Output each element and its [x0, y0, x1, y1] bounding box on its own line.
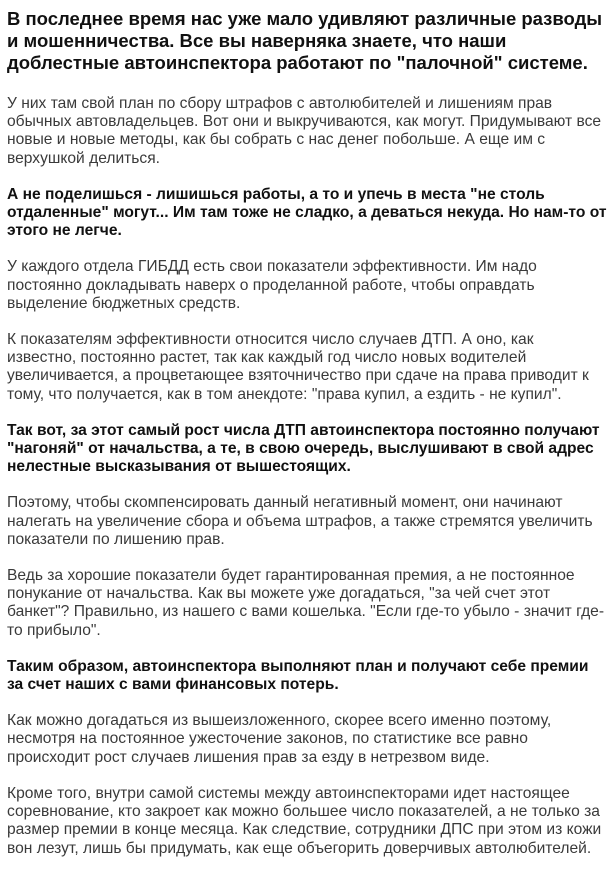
paragraph: У них там свой план по сбору штрафов с автолюбителей и лишениям прав обычных автовладельцев. Вот они и выкручиваются, как могут. Придумывают все новые и новые методы, как бы собрать с нас денег побольше. А еще им с верхушкой делиться.: [7, 95, 602, 167]
paragraph-bold: А не поделишься - лишишься работы, а то и упечь в места "не столь отдаленные" могут... Им там тоже не сладко, а деваться некуда. Но нам-то от этого не легче.: [7, 185, 607, 240]
article-lead: В последнее время нас уже мало удивляют различные разводы и мошенничества. Все вы наверняка знаете, что наши доблестные автоинспектора работают по "палочной" системе.: [7, 8, 603, 73]
paragraph: Как можно догадаться из вышеизложенного, скорее всего именно поэтому, несмотря на постоянное ужесточение законов, по статистике все равно происходит рост случаев лишения прав за езду в нетрезвом виде.: [7, 712, 552, 766]
paragraph: К показателям эффективности относится число случаев ДТП. А оно, как известно, постоянно растет, так как каждый год число новых водителей увеличивается, а процветающее взяточничество при сдаче на права приводит к тому, что получается, как в том анекдоте: "права купил, а ездить - не купил".: [7, 331, 589, 403]
paragraph: У каждого отдела ГИБДД есть свои показатели эффективности. Им надо постоянно докладывать наверх о проделанной работе, чтобы оправдать выделение бюджетных средств.: [7, 258, 537, 312]
paragraph: Кроме того, внутри самой системы между автоинспекторами идет настоящее соревнование, кто закроет как можно большее число показателей, а не только за размер премии в конце месяца. Как следствие, сотрудники ДПС при этом из кожи вон лезут, лишь бы придумать, как еще объегорить доверчивых автолюбителей.: [7, 784, 602, 857]
paragraph: Ведь за хорошие показатели будет гарантированная премия, а не постоянное понукание от начальства. Как вы можете уже догадаться, "за чей счет этот банкет"? Правильно, из нашего с вами кошелька. "Если где-то убыло - значит где-то прибыло".: [7, 567, 605, 639]
paragraph: Поэтому, чтобы скомпенсировать данный негативный момент, они начинают налегать на увеличение сбора и объема штрафов, а также стремятся увеличить показатели по лишению прав.: [7, 494, 593, 548]
paragraph-bold: Таким образом, автоинспектора выполняют план и получают себе премии за счет наших с вами финансовых потерь.: [7, 657, 589, 694]
paragraph-bold: Так вот, за этот самый рост числа ДТП автоинспектора постоянно получают "нагоняй" от начальства, а те, в свою очередь, выслушивают в свой адрес нелестные высказывания от вышестоящих.: [7, 421, 600, 476]
